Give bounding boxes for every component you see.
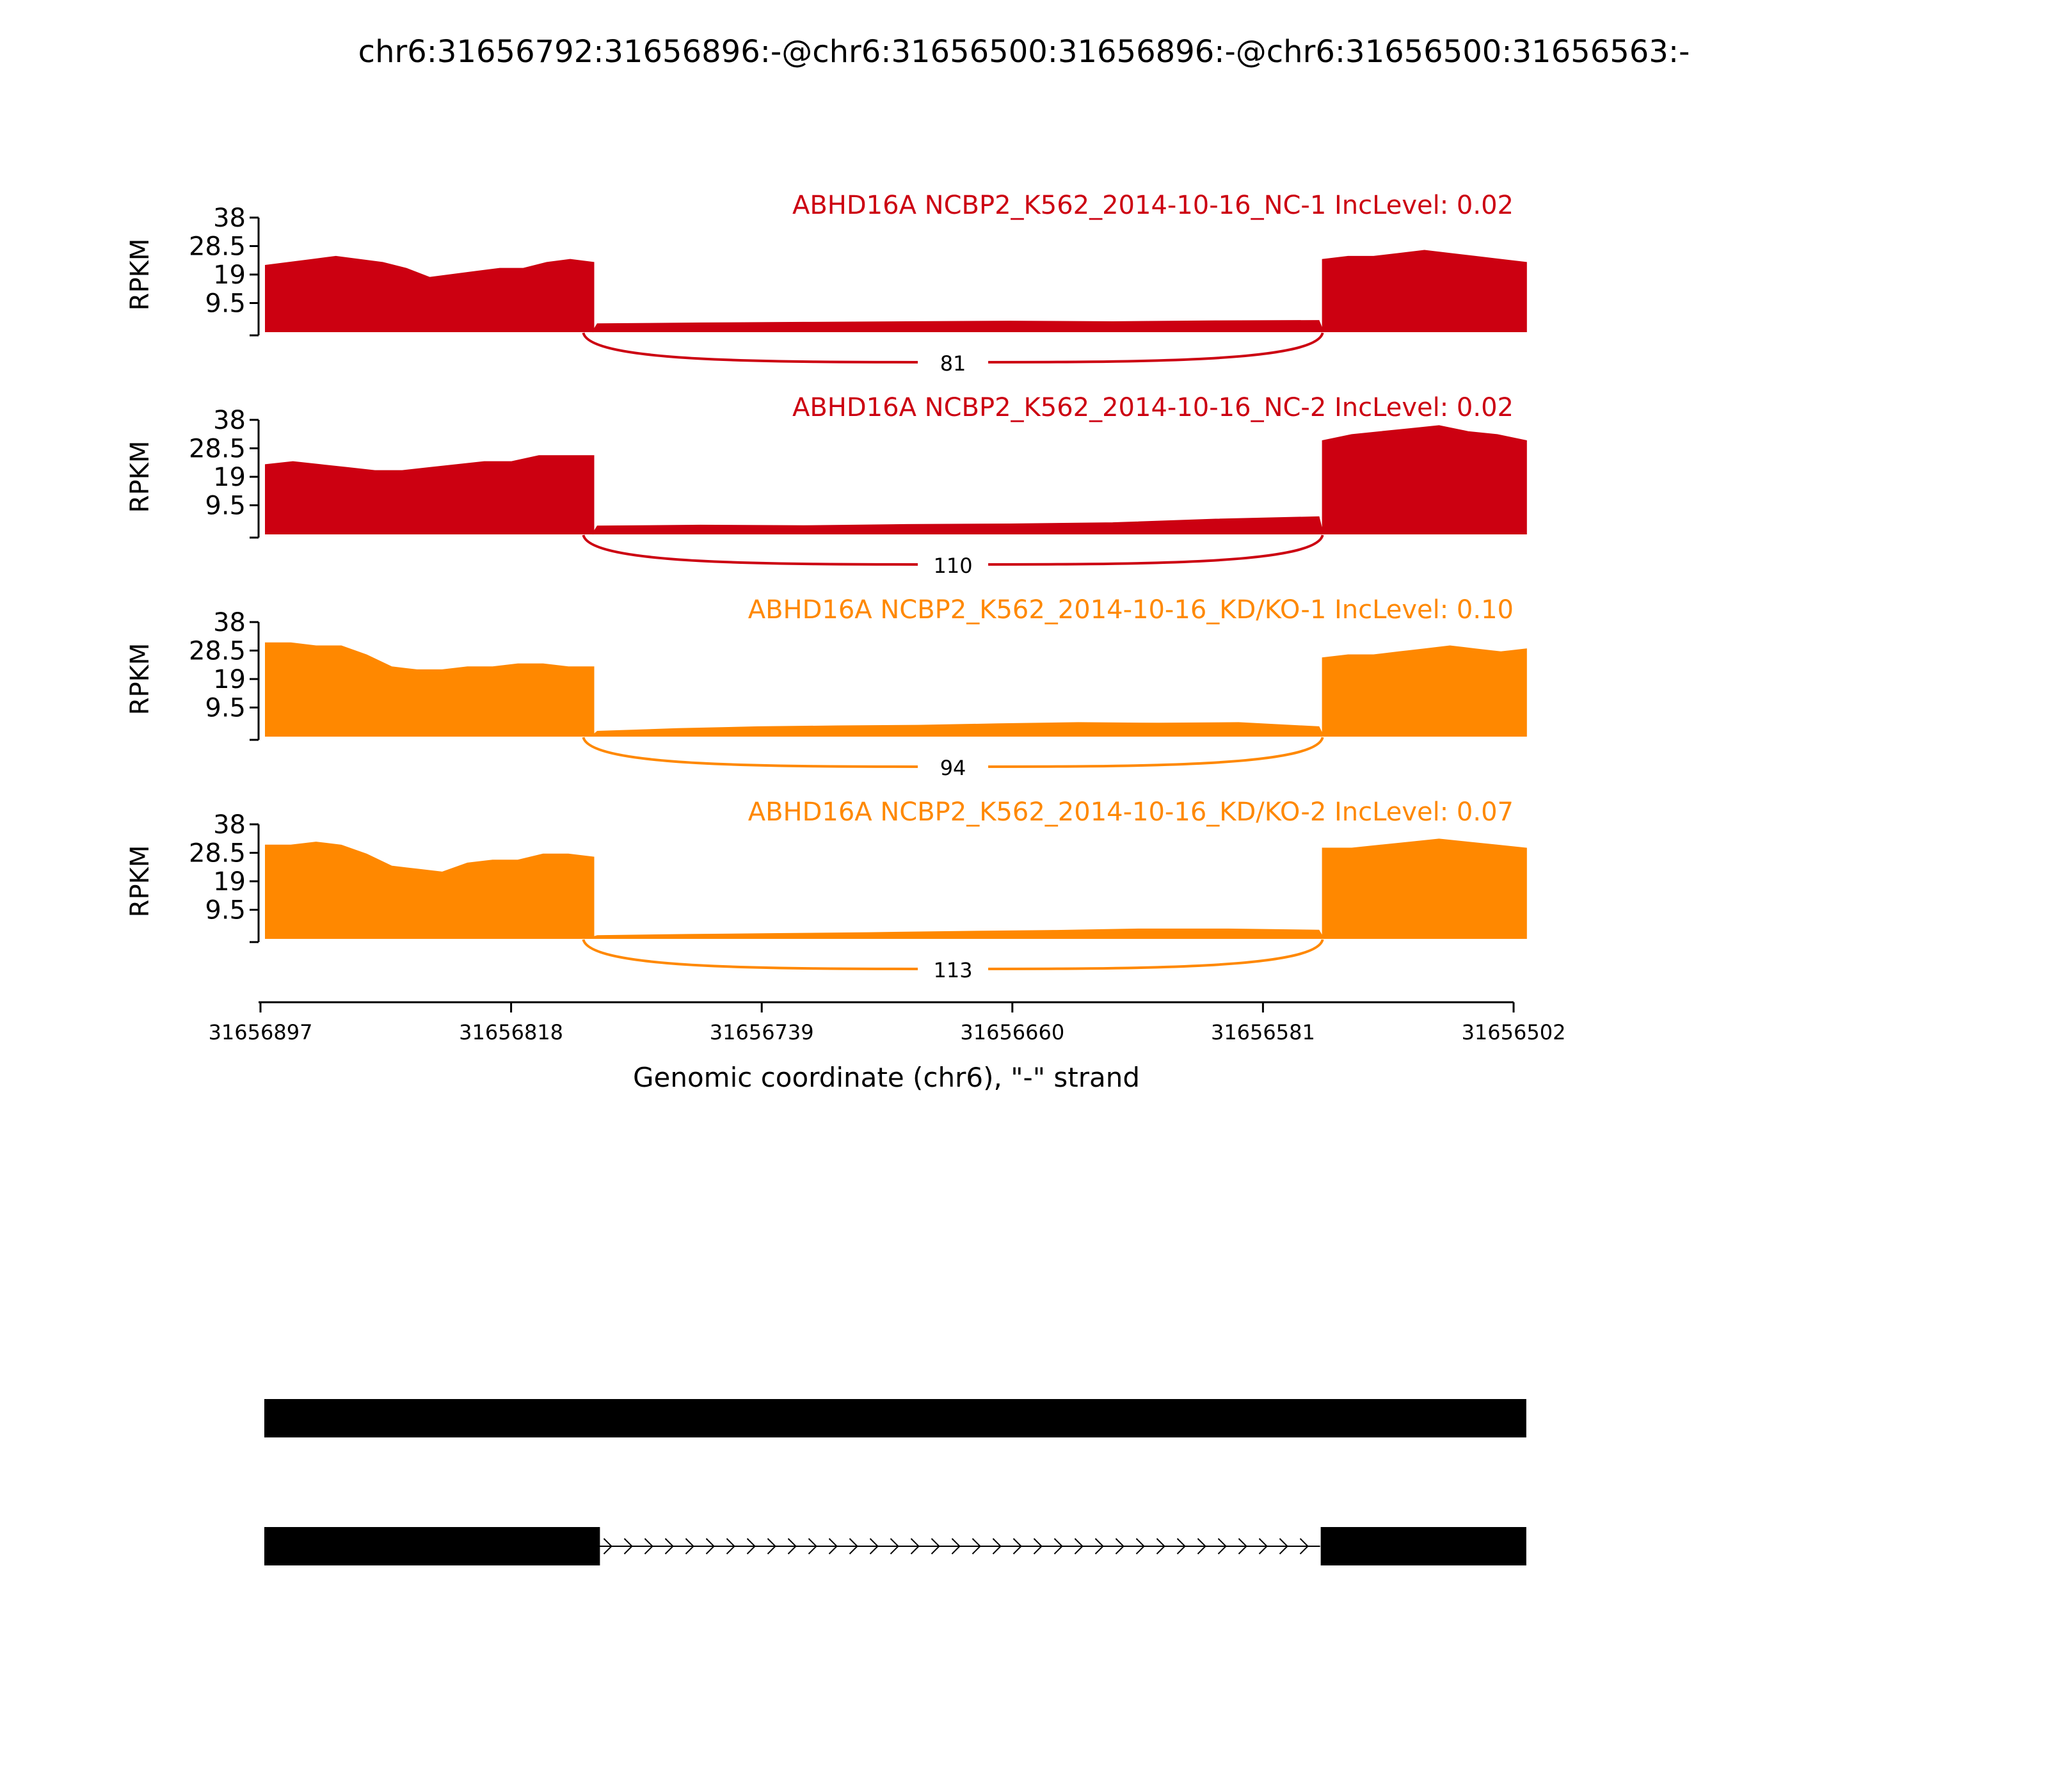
- y-tick-label: 38: [213, 406, 246, 435]
- x-axis: [209, 1002, 1566, 1093]
- x-tick-label: 31656581: [1210, 1020, 1315, 1044]
- y-tick-label: 9.5: [205, 289, 246, 319]
- junction-count: 81: [940, 351, 966, 376]
- y-tick-label: 28.5: [188, 838, 246, 868]
- y-tick-label: 19: [213, 665, 246, 694]
- track-label: ABHD16A NCBP2_K562_2014-10-16_KD/KO-2 IncLevel: 0.07: [748, 797, 1514, 827]
- gene-models: [264, 1399, 1526, 1565]
- track-label: ABHD16A NCBP2_K562_2014-10-16_NC-2 IncLevel: 0.02: [792, 393, 1514, 422]
- exon-block: [264, 1527, 600, 1565]
- x-tick-label: 31656818: [459, 1020, 564, 1044]
- exon-block: [264, 1399, 1526, 1437]
- junction-count: 94: [940, 756, 966, 780]
- x-tick-label: 31656502: [1461, 1020, 1566, 1044]
- exon-block: [1321, 1527, 1526, 1565]
- x-tick-label: 31656739: [709, 1020, 814, 1044]
- track-label: ABHD16A NCBP2_K562_2014-10-16_NC-1 IncLevel: 0.02: [792, 191, 1514, 220]
- y-tick-label: 38: [213, 608, 246, 637]
- y-tick-label: 38: [213, 204, 246, 233]
- gene-model-1: [264, 1399, 1526, 1437]
- y-tick-label: 9.5: [205, 491, 246, 521]
- track-2: [125, 393, 1526, 578]
- y-tick-label: 38: [213, 810, 246, 840]
- x-axis-label: Genomic coordinate (chr6), "-" strand: [632, 1062, 1140, 1093]
- gene-model-2: [264, 1527, 1526, 1565]
- y-tick-label: 19: [213, 260, 246, 290]
- coverage-area: [266, 839, 1526, 938]
- coverage-area: [266, 426, 1526, 534]
- coverage-area: [266, 643, 1526, 736]
- coverage-area: [266, 251, 1526, 332]
- y-tick-label: 28.5: [188, 434, 246, 464]
- y-axis-label: RPKM: [125, 643, 155, 716]
- y-tick-label: 28.5: [188, 636, 246, 666]
- figure-title: chr6:31656792:31656896:-@chr6:31656500:31656896:-@chr6:31656500:31656563:-: [358, 34, 1690, 70]
- coverage-tracks: [125, 191, 1526, 982]
- x-tick-label: 31656660: [960, 1020, 1065, 1044]
- y-tick-label: 19: [213, 463, 246, 492]
- y-tick-label: 9.5: [205, 895, 246, 925]
- x-tick-label: 31656897: [208, 1020, 313, 1044]
- y-tick-label: 9.5: [205, 693, 246, 723]
- junction-count: 110: [933, 554, 973, 578]
- y-axis-label: RPKM: [125, 845, 155, 918]
- y-axis-label: RPKM: [125, 440, 155, 513]
- track-3: [125, 595, 1526, 780]
- y-tick-label: 28.5: [188, 232, 246, 262]
- junction-count: 113: [933, 958, 973, 982]
- y-axis-label: RPKM: [125, 238, 155, 311]
- track-4: [125, 797, 1526, 982]
- track-1: [125, 191, 1526, 376]
- y-tick-label: 19: [213, 867, 246, 897]
- track-label: ABHD16A NCBP2_K562_2014-10-16_KD/KO-1 IncLevel: 0.10: [748, 595, 1514, 625]
